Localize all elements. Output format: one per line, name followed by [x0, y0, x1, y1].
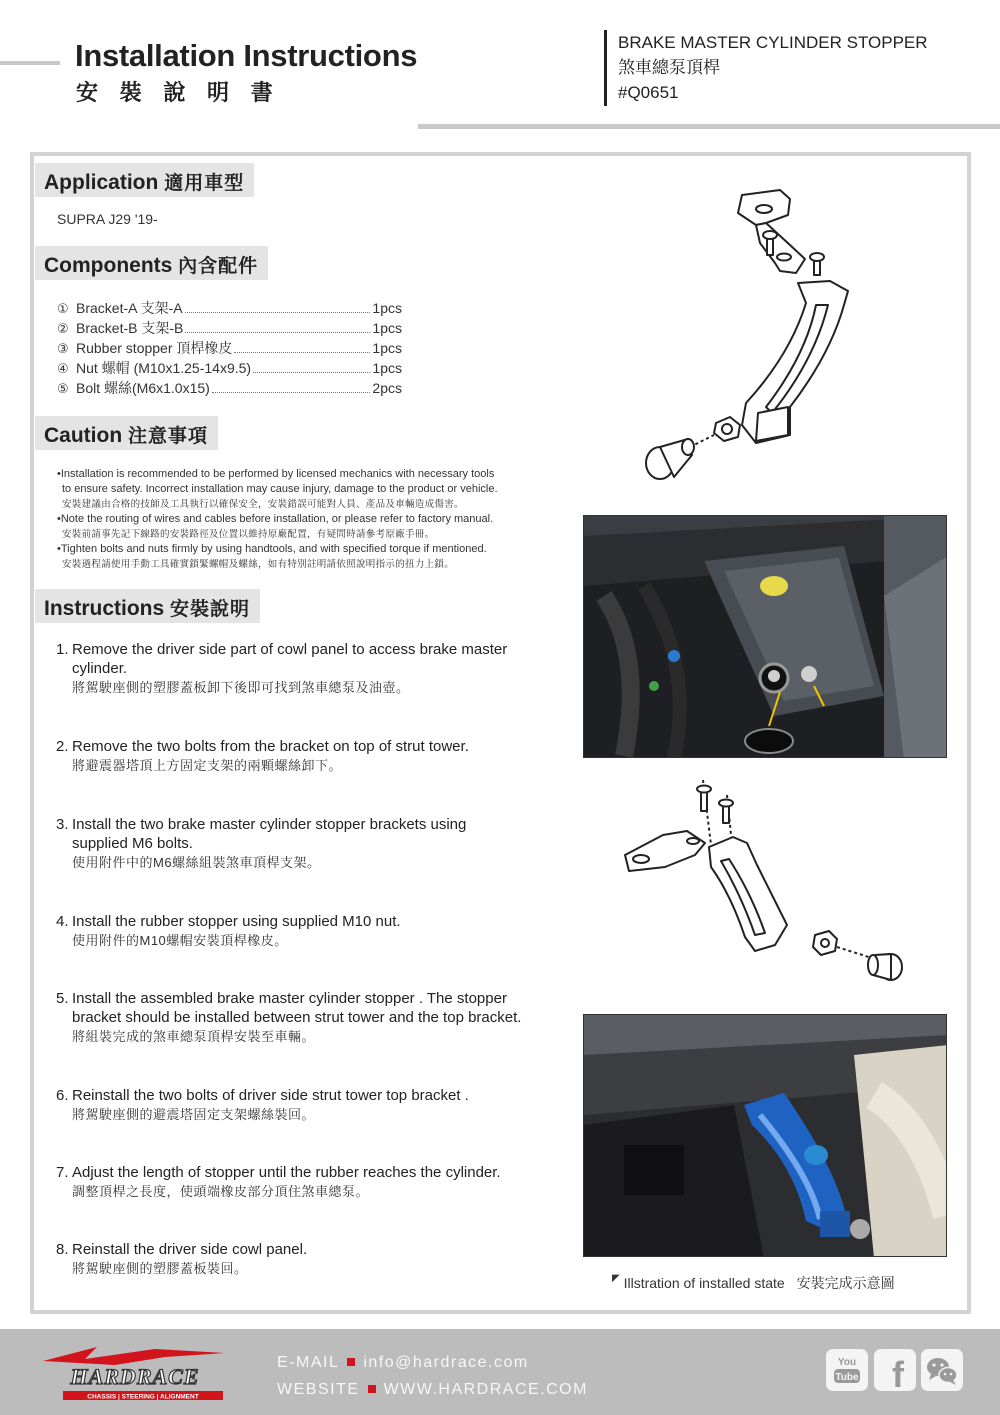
installed-state-illustration — [584, 1015, 947, 1257]
item-qty: 1pcs — [372, 320, 402, 336]
item-number: ① — [57, 301, 69, 316]
caution-line: •Installation is recommended to be performed by licensed mechanics with necessary tools — [57, 468, 495, 480]
email-label: E-MAIL — [277, 1354, 340, 1371]
application-vehicle: SUPRA J29 '19- — [57, 211, 158, 227]
page-subtitle-zh: 安 裝 說 明 書 — [76, 80, 280, 106]
step-7 — [56, 1163, 556, 1201]
dot-leader — [185, 332, 370, 333]
caution-line: to ensure safety. Incorrect installation may cause injury, damage to the product or vehicle. — [62, 483, 498, 495]
product-name-en: BRAKE MASTER CYLINDER STOPPER — [618, 33, 928, 52]
caution-line-zh: 安裝過程請使用手動工具確實鎖緊螺帽及螺絲，如有特別註明請依照說明指示的扭力上鎖。 — [62, 559, 455, 570]
installed-state-photo — [583, 1014, 947, 1257]
step-text-zh: 將駕駛座側的避震塔固定支架螺絲裝回。 — [72, 1107, 316, 1122]
product-code: #Q0651 — [618, 83, 679, 102]
item-number: ② — [57, 321, 69, 336]
step-text: Install the assembled brake master cylinder stopper . The stopper — [72, 990, 507, 1007]
caution-line-zh: 安裝前請事先記下線路的安裝路徑及位置以維持原廠配置，有疑問時請參考原廠手冊。 — [62, 529, 435, 540]
youtube-you: You — [837, 1357, 857, 1368]
step-text: bracket should be installed between strut tower and the top bracket. — [72, 1009, 522, 1026]
step-number: 3. — [56, 816, 69, 833]
caption-marker: ◤ — [612, 1273, 620, 1284]
application-heading-zh: 適用車型 — [164, 172, 245, 194]
facebook-icon[interactable] — [874, 1349, 916, 1391]
item-number: ④ — [57, 361, 69, 376]
components-heading — [35, 246, 268, 280]
list-item — [57, 318, 402, 338]
header-rule-left — [0, 61, 60, 65]
item-name: Bracket-A 支架-A — [76, 300, 183, 316]
step-text: Adjust the length of stopper until the rubber reaches the cylinder. — [72, 1164, 501, 1181]
step-number: 5. — [56, 990, 69, 1007]
engine-bay-photo — [583, 515, 947, 758]
components-heading-en: Components — [44, 254, 173, 277]
logo-tagline: CHASSIS | STEERING | ALIGNMENT — [87, 1393, 199, 1401]
website-link[interactable]: WWW.HARDRACE.COM — [383, 1381, 588, 1398]
website-label: WEBSITE — [277, 1381, 360, 1398]
step-6 — [56, 1086, 556, 1124]
dot-leader — [253, 372, 370, 373]
dot-leader — [212, 392, 371, 393]
step-text: supplied M6 bolts. — [72, 835, 193, 852]
logo-brand: HARDRACE — [70, 1364, 200, 1389]
item-qty: 1pcs — [372, 300, 402, 316]
youtube-tube: Tube — [835, 1372, 859, 1383]
step-text-zh: 調整頂桿之長度，使頭端橡皮部分頂住煞車總泵。 — [72, 1184, 370, 1199]
list-item — [57, 358, 402, 378]
step-text-zh: 使用附件中的M6螺絲組裝煞車頂桿支架。 — [72, 855, 321, 870]
step-text: Remove the two bolts from the bracket on top of strut tower. — [72, 738, 469, 755]
hardrace-logo — [35, 1339, 235, 1409]
footer — [0, 1329, 1000, 1415]
product-name-zh: 煞車總泵頂桿 — [618, 58, 720, 77]
application-heading-en: Application — [44, 171, 159, 194]
caution-line: •Tighten bolts and nuts firmly by using handtools, and with specified torque if mentioned. — [57, 543, 487, 555]
step-text-zh: 將駕駛座側的塑膠蓋板卸下後即可找到煞車總泵及油壺。 — [72, 680, 410, 695]
item-name: Nut 螺帽 (M10x1.25-14x9.5) — [76, 360, 252, 376]
step-number: 1. — [56, 641, 69, 658]
components-heading-zh: 內含配件 — [178, 255, 259, 277]
step-text: Reinstall the driver side cowl panel. — [72, 1241, 308, 1258]
header-divider — [604, 30, 607, 106]
caution-heading — [35, 416, 218, 450]
list-item — [57, 378, 402, 398]
facebook-f: f — [892, 1354, 904, 1391]
item-name: Bracket-B 支架-B — [76, 320, 184, 336]
wechat-icon-glyph — [921, 1349, 963, 1391]
components-list — [57, 298, 402, 398]
youtube-icon[interactable] — [826, 1349, 868, 1391]
step-text: Remove the driver side part of cowl panel to access brake master — [72, 641, 508, 658]
caution-text — [57, 467, 557, 572]
instructions-heading-en: Instructions — [44, 597, 165, 620]
step-number: 2. — [56, 738, 69, 755]
bullet-square — [347, 1358, 355, 1366]
assembled-part-drawing — [615, 775, 910, 990]
facebook-icon-glyph — [874, 1349, 916, 1391]
list-item — [57, 298, 402, 318]
step-text-zh: 將組裝完成的煞車總泵頂桿安裝至車輛。 — [72, 1029, 316, 1044]
step-text: Reinstall the two bolts of driver side strut tower top bracket . — [72, 1087, 469, 1104]
step-text-zh: 將駕駛座側的塑膠蓋板裝回。 — [72, 1261, 248, 1276]
step-number: 6. — [56, 1087, 69, 1104]
step-number: 4. — [56, 913, 69, 930]
youtube-icon-glyph — [826, 1349, 868, 1391]
item-number: ③ — [57, 341, 69, 356]
step-1 — [56, 640, 556, 697]
footer-contact — [277, 1349, 588, 1403]
figure-caption — [612, 1273, 895, 1293]
caption-text-zh: 安裝完成示意圖 — [796, 1275, 895, 1291]
step-8 — [56, 1240, 556, 1278]
instructions-heading-zh: 安裝說明 — [170, 598, 251, 620]
step-3 — [56, 815, 556, 872]
item-qty: 1pcs — [372, 360, 402, 376]
step-text-zh: 將避震器塔頂上方固定支架的兩顆螺絲卸下。 — [72, 758, 343, 773]
step-2 — [56, 737, 556, 775]
dot-leader — [234, 352, 370, 353]
step-text-zh: 使用附件的M10螺帽安裝頂桿橡皮。 — [72, 933, 288, 948]
page-title: Installation Instructions — [75, 38, 418, 73]
dot-leader — [185, 312, 371, 313]
header-rule-right — [418, 124, 1000, 129]
bullet-square — [368, 1385, 376, 1393]
step-number: 7. — [56, 1164, 69, 1181]
item-qty: 1pcs — [372, 340, 402, 356]
step-4 — [56, 912, 556, 950]
application-heading — [35, 163, 254, 197]
step-number: 8. — [56, 1241, 69, 1258]
caption-text: Illstration of installed state — [623, 1275, 785, 1291]
instructions-heading — [35, 589, 260, 623]
item-name: Bolt 螺絲(M6x1.0x15) — [76, 380, 210, 396]
caution-line-zh: 安裝建議由合格的技師及工具執行以確保安全，安裝錯誤可能對人員、產品及車輛造成傷害。 — [62, 499, 464, 510]
list-item — [57, 338, 402, 358]
step-5 — [56, 989, 556, 1046]
item-number: ⑤ — [57, 381, 69, 396]
wechat-icon[interactable] — [921, 1349, 963, 1391]
step-text: Install the rubber stopper using supplied M10 nut. — [72, 913, 401, 930]
caution-heading-zh: 注意事項 — [128, 425, 209, 447]
item-name: Rubber stopper 頂桿橡皮 — [76, 340, 233, 356]
caution-heading-en: Caution — [44, 424, 123, 447]
step-text: cylinder. — [72, 660, 128, 677]
step-text: Install the two brake master cylinder stopper brackets using — [72, 816, 467, 833]
email-link[interactable]: info@hardrace.com — [363, 1354, 529, 1371]
item-qty: 2pcs — [372, 380, 402, 396]
product-info — [618, 30, 928, 105]
caution-line: •Note the routing of wires and cables before installation, or please refer to factory manual. — [57, 513, 494, 525]
parts-exploded-drawing — [630, 185, 890, 495]
engine-bay-illustration — [584, 516, 947, 758]
